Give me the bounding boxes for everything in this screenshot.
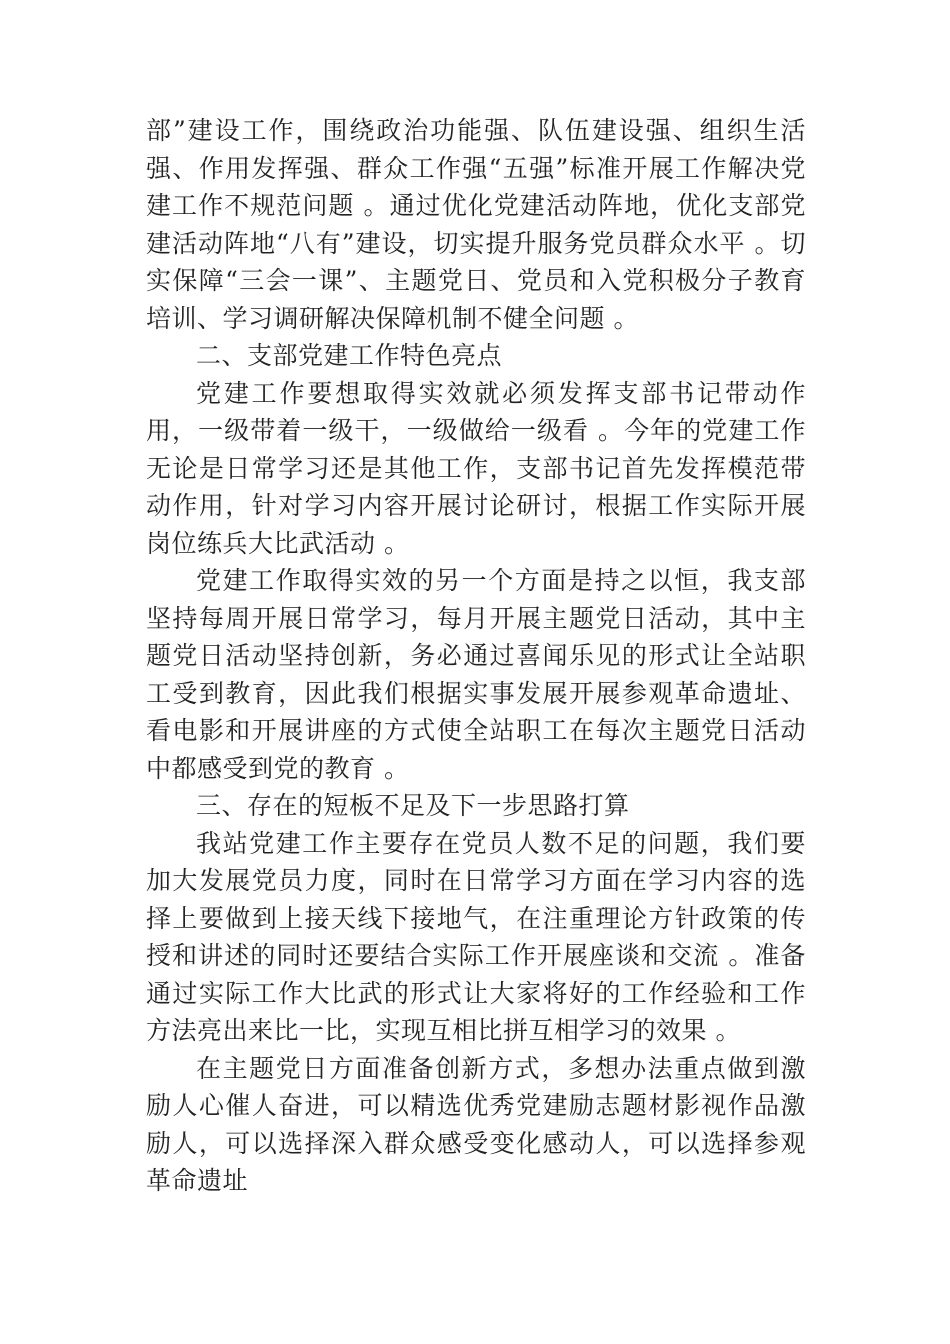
section-heading-3: 三、存在的短板不足及下一步思路打算 [196,791,630,820]
paragraph: 党建工作要想取得实效就必须发挥支部书记带动作用，一级带着一级干，一级做给一级看 。今年的党建工作无论是日常学习还是其他工作，支部书记首先发挥模范带动作用，针对学习内容开展讨论研讨，根据工作实际开展岗位练兵大比武活动 。 [146,378,806,558]
paragraph: 我站党建工作主要存在党员人数不足的问题，我们要加大发展党员力度，同时在日常学习方面在学习内容的选择上要做到上接天线下接地气，在注重理论方针政策的传授和讲述的同时还要结合实际工作开展座谈和交流 。准备通过实际工作大比武的形式让大家将好的工作经验和工作方法亮出来比一比，实现互相比拼互相学习的效果 。 [146,828,806,1045]
document-page [146,112,806,1200]
paragraph-continuation: 部”建设工作，围绕政治功能强、队伍建设强、组织生活强、作用发挥强、群众工作强“五强”标准开展工作解决党建工作不规范问题 。通过优化党建活动阵地，优化支部党建活动阵地“八有”建设，切实提升服务党员群众水平 。切实保障“三会一课”、主题党日、党员和入党积极分子教育培训、学习调研解决保障机制不健全问题 。 [146,116,806,333]
paragraph: 党建工作取得实效的另一个方面是持之以恒，我支部坚持每周开展日常学习，每月开展主题党日活动，其中主题党日活动坚持创新，务必通过喜闻乐见的形式让全站职工受到教育，因此我们根据实事发展开展参观革命遗址、看电影和开展讲座的方式使全站职工在每次主题党日活动中都感受到党的教育 。 [146,566,806,783]
section-heading-2: 二、支部党建工作特色亮点 [196,341,503,370]
paragraph: 在主题党日方面准备创新方式，多想办法重点做到激励人心催人奋进，可以精选优秀党建励志题材影视作品激励人，可以选择深入群众感受变化感动人，可以选择参观革命遗址 [146,1053,806,1195]
